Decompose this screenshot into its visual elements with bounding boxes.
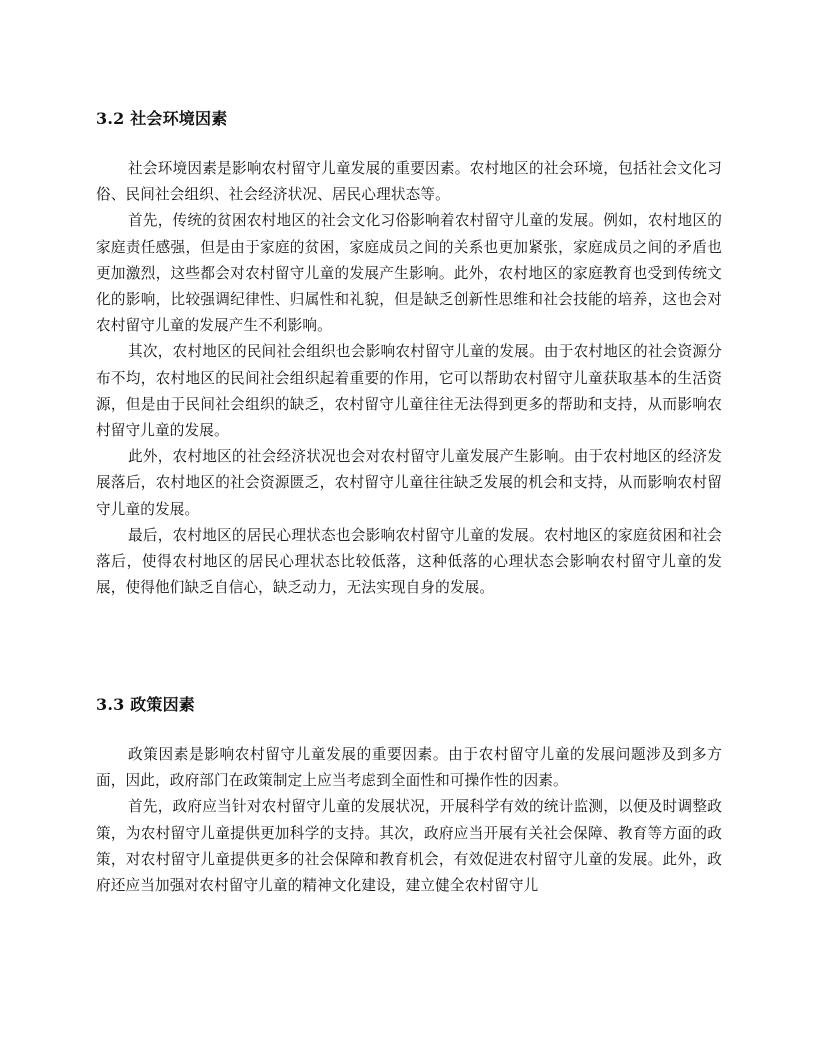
section-body-3-3 — [96, 742, 722, 899]
paragraph: 首先，政府应当针对农村留守儿童的发展状况，开展科学有效的统计监测，以便及时调整政策，为农村留守儿童提供更加科学的支持。其次，政府应当开展有关社会保障、教育等方面的政策，对农村留守儿童提供更多的社会保障和教育机会，有效促进农村留守儿童的发展。此外，政府还应当加强对农村留守儿童的精神文化建设，建立健全农村留守儿 — [96, 798, 722, 895]
paragraph: 社会环境因素是影响农村留守儿童发展的重要因素。农村地区的社会环境，包括社会文化习俗、民间社会组织、社会经济状况、居民心理状态等。 — [96, 160, 722, 204]
paragraph: 其次，农村地区的民间社会组织也会影响农村留守儿童的发展。由于农村地区的社会资源分布不均，农村地区的民间社会组织起着重要的作用，它可以帮助农村留守儿童获取基本的生活资源，但是由于民间社会组织的缺乏，农村留守儿童往往无法得到更多的帮助和支持，从而影响农村留守儿童的发展。 — [96, 343, 722, 440]
section-heading-3-3: 3.3 政策因素 — [96, 695, 196, 714]
paragraph: 此外，农村地区的社会经济状况也会对农村留守儿童发展产生影响。由于农村地区的经济发展落后，农村地区的社会资源匮乏，农村留守儿童往往缺乏发展的机会和支持，从而影响农村留守儿童的发展。 — [96, 448, 722, 518]
paragraph: 最后，农村地区的居民心理状态也会影响农村留守儿童的发展。农村地区的家庭贫困和社会落后，使得农村地区的居民心理状态比较低落，这种低落的心理状态会影响农村留守儿童的发展，使得他们缺乏自信心，缺乏动力，无法实现自身的发展。 — [96, 526, 722, 597]
paragraph: 首先，传统的贫困农村地区的社会文化习俗影响着农村留守儿童的发展。例如，农村地区的家庭责任感强，但是由于家庭的贫困，家庭成员之间的关系也更加紧张，家庭成员之间的矛盾也更加激烈，这些都会对农村留守儿童的发展产生影响。此外，农村地区的家庭教育也受到传统文化的影响，比较强调纪律性、归属性和礼貌，但是缺乏创新性思维和社会技能的培养，这也会对农村留守儿童的发展产生不利影响。 — [96, 212, 722, 335]
section-heading-3-2: 3.2 社会环境因素 — [96, 109, 228, 128]
paragraph: 政策因素是影响农村留守儿童发展的重要因素。由于农村留守儿童的发展问题涉及到多方面，因此，政府部门在政策制定上应当考虑到全面性和可操作性的因素。 — [96, 746, 722, 790]
section-body-3-2 — [96, 156, 722, 601]
